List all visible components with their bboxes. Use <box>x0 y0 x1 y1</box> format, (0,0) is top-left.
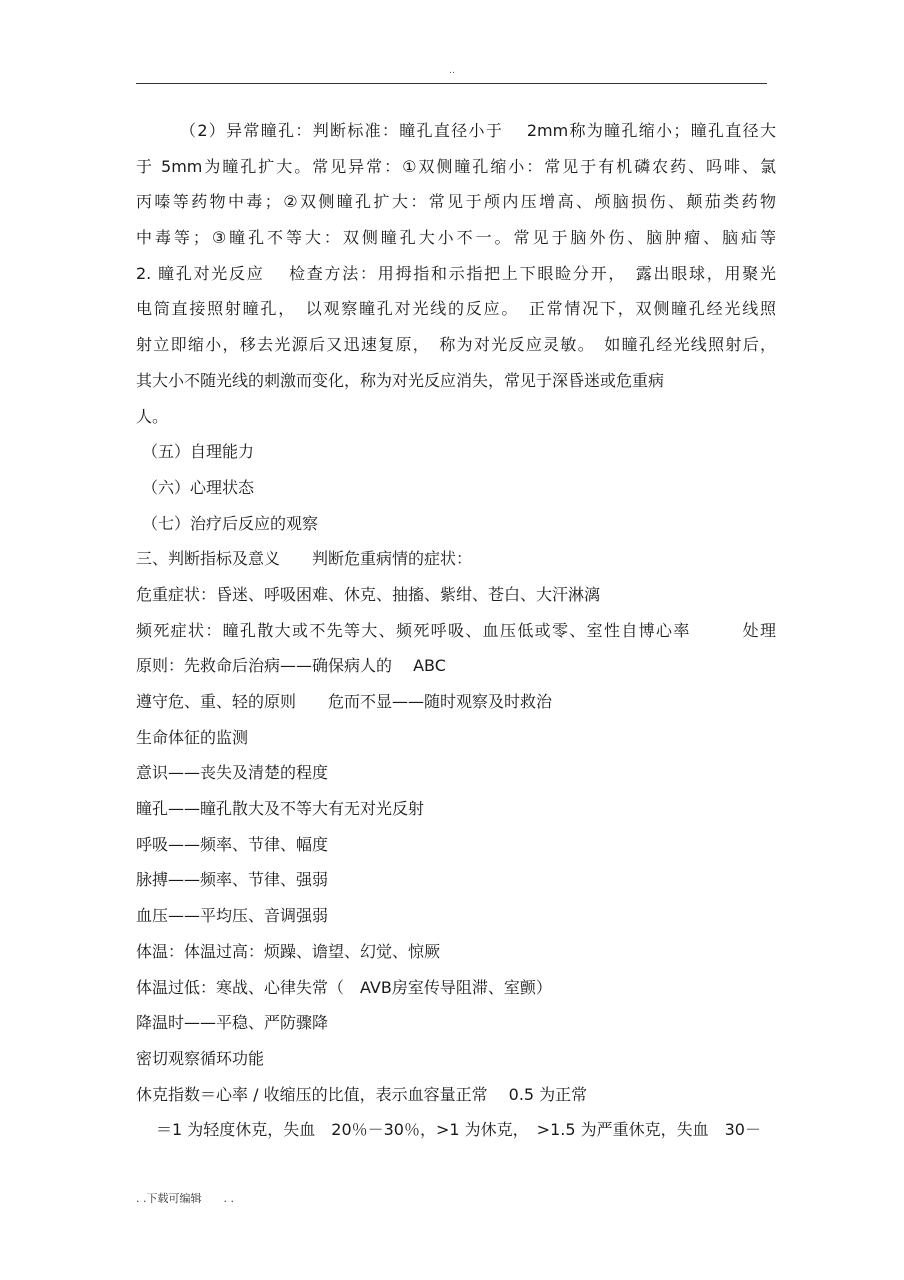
text-line: 丙嗪等药物中毒；②双侧瞳孔扩大：常见于颅内压增高、颅脑损伤、颠茄类药物 <box>136 192 776 212</box>
footer-note: . .下载可编辑 . . <box>136 1192 234 1205</box>
text-line: 其大小不随光线的刺激而变化，称为对光反应消失，常见于深昏迷或危重病 <box>136 370 665 390</box>
text-line: 原则：先救命后治病——确保病人的 ABC <box>136 656 446 676</box>
document-body <box>136 113 776 1148</box>
text-line: 电筒直接照射瞳孔， 以观察瞳孔对光线的反应。 正常情况下，双侧瞳孔经光线照 <box>136 299 776 319</box>
text-line: 体温：体温过高：烦躁、谵望、幻觉、惊厥 <box>136 941 441 961</box>
text-line: 于 5mm为瞳孔扩大。常见异常：①双侧瞳孔缩小：常见于有机磷农药、吗啡、氯 <box>136 156 776 176</box>
text-line: 生命体征的监测 <box>136 727 249 747</box>
text-line: 频死症状：瞳孔散大或不先等大、频死呼吸、血压低或零、室性自博心率 处理 <box>136 620 776 640</box>
text-line: 休克指数＝心率 / 收缩压的比值，表示血容量正常 0.5 为正常 <box>136 1084 588 1104</box>
text-line: 脉搏——频率、节律、强弱 <box>136 870 329 890</box>
text-line: 意识——丧失及清楚的程度 <box>136 763 329 783</box>
text-line: 中毒等；③瞳孔不等大：双侧瞳孔大小不一。常见于脑外伤、脑肿瘤、脑疝等 <box>136 228 776 248</box>
text-line: 遵守危、重、轻的原则 危而不显——随时观察及时救治 <box>136 692 553 711</box>
text-line: 射立即缩小，移去光源后又迅速复原， 称为对光反应灵敏。 如瞳孔经光线照射后， <box>136 335 776 355</box>
header-mark: .. <box>449 66 455 76</box>
text-line: 血压——平均压、音调强弱 <box>136 906 329 926</box>
text-line: 2. 瞳孔对光反应 检查方法：用拇指和示指把上下眼睑分开， 露出眼球，用聚光 <box>136 263 776 283</box>
text-line: 危重症状：昏迷、呼吸困难、休克、抽搐、紫绀、苍白、大汗淋漓 <box>136 584 601 604</box>
text-line: （2）异常瞳孔：判断标准：瞳孔直径小于 2mm称为瞳孔缩小；瞳孔直径大 <box>180 121 776 140</box>
text-line: 瞳孔——瞳孔散大及不等大有无对光反射 <box>136 799 425 819</box>
text-line: 密切观察循环功能 <box>136 1048 265 1068</box>
text-line: 人。 <box>136 406 169 426</box>
section-heading: 三、判断指标及意义 判断危重病情的症状： <box>136 549 473 569</box>
text-line: 降温时——平稳、严防骤降 <box>136 1013 329 1033</box>
section-heading: （五）自理能力 <box>142 442 255 462</box>
section-heading: （七）治疗后反应的观察 <box>142 513 319 533</box>
section-heading: （六）心理状态 <box>142 477 255 497</box>
text-line: ＝1 为轻度休克，失血 20％－30％，>1 为休克， >1.5 为严重休克，失血 30－ <box>156 1120 761 1140</box>
text-line: 体温过低：寒战、心律失常（ AVB房室传导阻滞、室颤） <box>136 977 552 997</box>
text-line: 呼吸——频率、节律、幅度 <box>136 834 329 854</box>
header-rule <box>136 83 767 84</box>
